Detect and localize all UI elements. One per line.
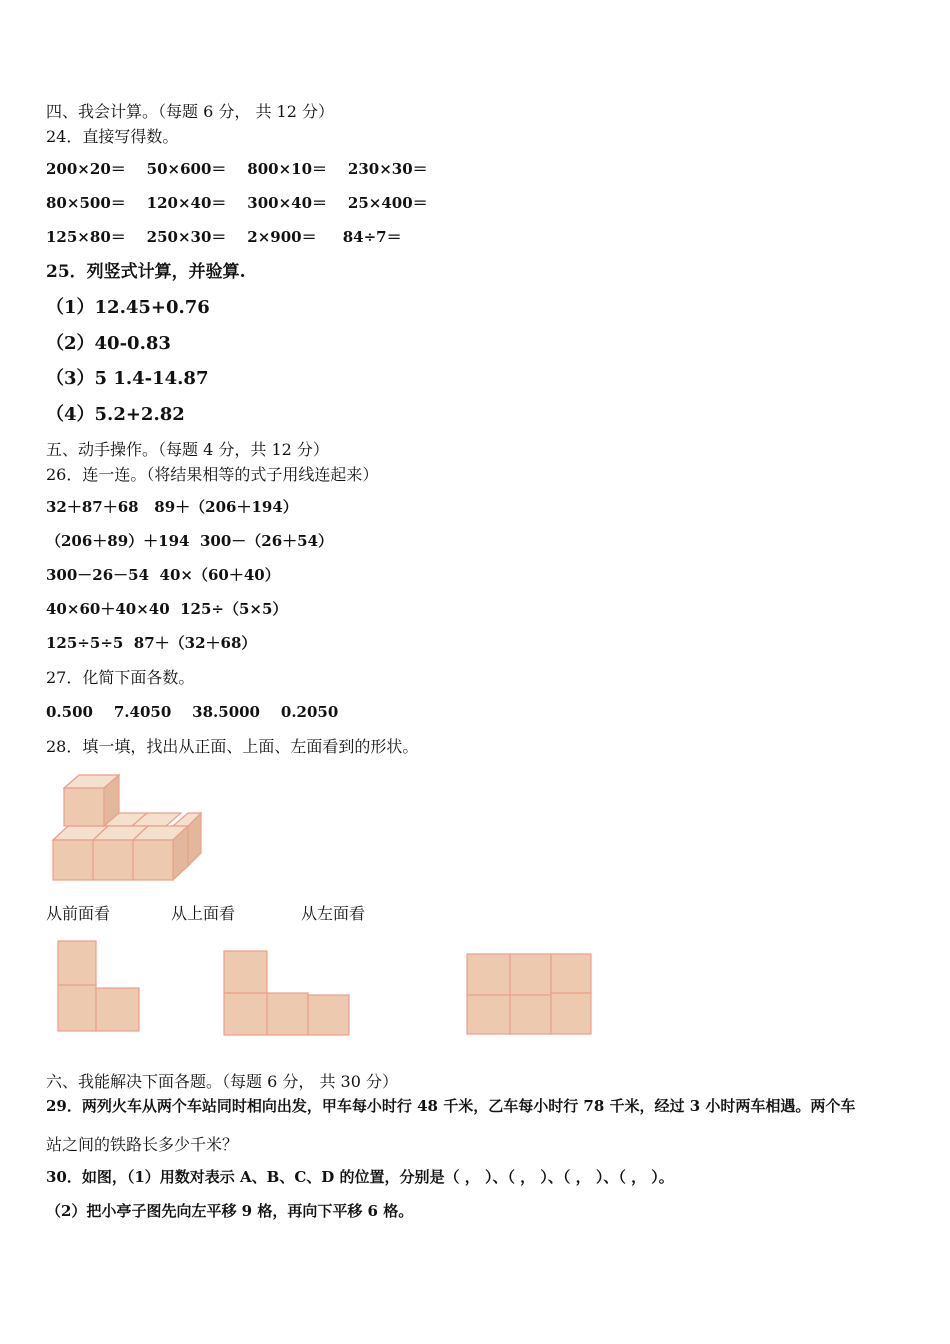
q24-row-2: 80×500＝ 120×40＝ 300×40＝ 25×400＝ [46, 194, 428, 212]
top-view-shape [220, 948, 354, 1038]
q25-item-3: （3）5 1.4-14.87 [46, 368, 209, 389]
q29-line-1: 29．两列火车从两个车站同时相向出发，甲车每小时行 48 千米，乙车每小时行 78 千米，经过 3 小时两车相遇。两个车 [46, 1097, 856, 1115]
q26-row-1: 32＋87＋68 89＋（206＋194） [46, 498, 298, 516]
q30-line-1: 30．如图，（1）用数对表示 A、B、C、D 的位置，分别是（ ， ）、（ ， ）、（ ， ）、（ ， ）。 [46, 1168, 674, 1186]
q25-item-4: （4）5.2+2.82 [46, 404, 185, 425]
q28-title: 28．填一填，找出从正面、上面、左面看到的形状。 [46, 737, 419, 756]
view-label-front: 从前面看 [46, 904, 111, 923]
q25-item-2: （2）40-0.83 [46, 333, 171, 354]
view-label-left: 从左面看 [301, 904, 366, 923]
q24-title: 24．直接写得数。 [46, 127, 179, 146]
q26-row-4: 40×60＋40×40 125÷（5×5） [46, 600, 288, 618]
q24-row-3: 125×80＝ 250×30＝ 2×900＝ 84÷7＝ [46, 228, 402, 246]
front-view-shape [50, 938, 146, 1036]
section6-title: 六、我能解决下面各题。（每题 6 分， 共 30 分） [46, 1072, 398, 1091]
q24-row-1: 200×20＝ 50×600＝ 800×10＝ 230×30＝ [46, 160, 428, 178]
cube-stack-figure [50, 770, 206, 882]
q27-values: 0.500 7.4050 38.5000 0.2050 [46, 703, 339, 721]
section4-title: 四、我会计算。（每题 6 分， 共 12 分） [46, 102, 334, 121]
left-view-shape [463, 950, 597, 1038]
q26-row-5: 125÷5÷5 87＋（32＋68） [46, 634, 257, 652]
q26-title: 26．连一连。（将结果相等的式子用线连起来） [46, 465, 379, 484]
q27-title: 27．化简下面各数。 [46, 668, 195, 687]
view-label-top: 从上面看 [171, 904, 236, 923]
q25-item-1: （1）12.45+0.76 [46, 297, 210, 318]
q30-line-2: （2）把小亭子图先向左平移 9 格，再向下平移 6 格。 [46, 1202, 414, 1220]
q26-row-3: 300－26－54 40×（60＋40） [46, 566, 280, 584]
section5-title: 五、动手操作。（每题 4 分，共 12 分） [46, 440, 329, 459]
q25-title: 25．列竖式计算，并验算. [46, 262, 246, 282]
q29-line-2: 站之间的铁路长多少千米？ [46, 1135, 239, 1154]
q26-row-2: （206＋89）＋194 300－（26＋54） [46, 532, 334, 550]
